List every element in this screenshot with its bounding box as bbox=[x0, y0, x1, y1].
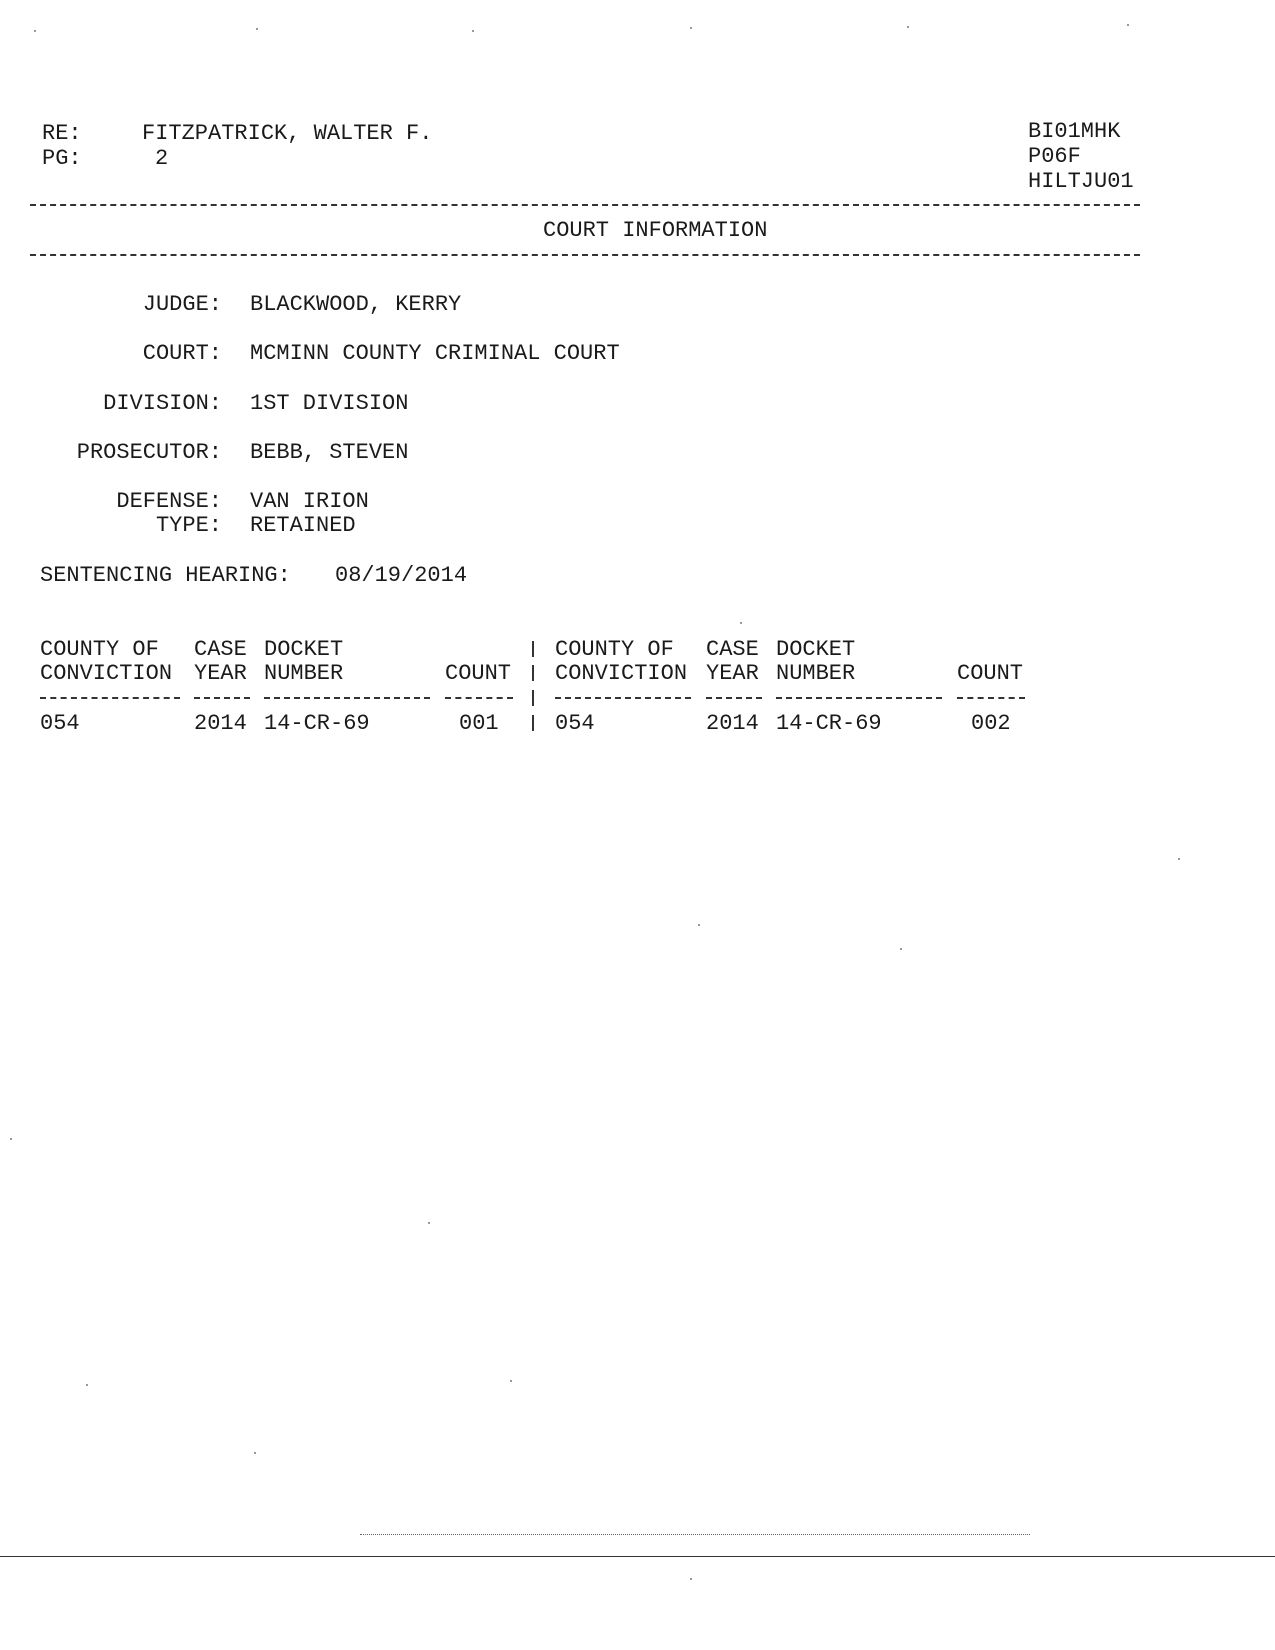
judge-label: JUDGE: bbox=[142, 292, 222, 317]
underline-county-2 bbox=[555, 697, 691, 699]
underline-case-1 bbox=[194, 697, 250, 699]
scan-speck bbox=[256, 28, 258, 30]
underline-count-2 bbox=[957, 697, 1025, 699]
scan-speck bbox=[690, 1578, 692, 1580]
scan-speck bbox=[254, 1452, 256, 1454]
defense-type-value: RETAINED bbox=[250, 513, 356, 538]
hdr-docket-2-l2: NUMBER bbox=[776, 661, 856, 686]
page-number: 2 bbox=[155, 146, 169, 171]
underline-county-1 bbox=[40, 697, 180, 699]
defense-type-label: TYPE: bbox=[155, 513, 222, 538]
hdr-count-2: COUNT bbox=[957, 661, 1024, 686]
hdr-docket-1-l1: DOCKET bbox=[264, 637, 344, 662]
separator-4 bbox=[532, 715, 534, 731]
hdr-case-2-l1: CASE bbox=[706, 637, 759, 662]
separator-1 bbox=[532, 641, 534, 657]
hdr-case-1-l2: YEAR bbox=[194, 661, 247, 686]
separator-3 bbox=[532, 690, 534, 706]
scan-speck bbox=[428, 1222, 430, 1224]
scan-speck bbox=[690, 27, 692, 29]
re-label: RE: bbox=[42, 121, 82, 146]
division-value: 1ST DIVISION bbox=[250, 391, 409, 416]
divider-bottom bbox=[30, 254, 1140, 256]
row2-county: 054 bbox=[555, 711, 595, 736]
form-code-1: BI01MHK bbox=[1028, 119, 1121, 144]
scan-artifact-line bbox=[360, 1534, 1030, 1535]
form-code-3: HILTJU01 bbox=[1028, 169, 1134, 194]
division-label: DIVISION: bbox=[103, 391, 222, 416]
scan-speck bbox=[10, 1138, 12, 1140]
defense-label: DEFENSE: bbox=[116, 489, 222, 514]
divider-top bbox=[30, 204, 1140, 206]
row1-county: 054 bbox=[40, 711, 80, 736]
hdr-case-2-l2: YEAR bbox=[706, 661, 759, 686]
hdr-county-1-l2: CONVICTION bbox=[40, 661, 173, 686]
row1-year: 2014 bbox=[194, 711, 247, 736]
prosecutor-label: PROSECUTOR: bbox=[76, 440, 222, 465]
row2-count: 002 bbox=[971, 711, 1011, 736]
scan-speck bbox=[740, 622, 742, 624]
scan-speck bbox=[472, 30, 474, 32]
form-code-2: P06F bbox=[1028, 144, 1081, 169]
underline-docket-2 bbox=[776, 697, 942, 699]
scan-speck bbox=[1178, 858, 1180, 860]
court-value: MCMINN COUNTY CRIMINAL COURT bbox=[250, 341, 620, 366]
prosecutor-value: BEBB, STEVEN bbox=[250, 440, 409, 465]
scan-speck bbox=[900, 948, 902, 950]
underline-case-2 bbox=[706, 697, 762, 699]
court-label: COURT: bbox=[142, 341, 222, 366]
pg-label: PG: bbox=[42, 146, 82, 171]
hdr-county-2-l1: COUNTY OF bbox=[555, 637, 674, 662]
page-edge-line bbox=[0, 1556, 1275, 1557]
row1-count: 001 bbox=[459, 711, 499, 736]
row1-docket: 14-CR-69 bbox=[264, 711, 370, 736]
sentencing-label: SENTENCING HEARING: bbox=[40, 563, 291, 588]
hdr-docket-1-l2: NUMBER bbox=[264, 661, 344, 686]
hdr-count-1: COUNT bbox=[445, 661, 512, 686]
separator-2 bbox=[532, 665, 534, 681]
scan-speck bbox=[907, 26, 909, 28]
section-title: COURT INFORMATION bbox=[543, 218, 768, 243]
defense-value: VAN IRION bbox=[250, 489, 369, 514]
scan-speck bbox=[86, 1384, 88, 1386]
scan-speck bbox=[1127, 24, 1129, 26]
re-name: FITZPATRICK, WALTER F. bbox=[142, 121, 433, 146]
scan-speck bbox=[34, 30, 36, 32]
scan-speck bbox=[698, 924, 700, 926]
judge-value: BLACKWOOD, KERRY bbox=[250, 292, 462, 317]
hdr-county-2-l2: CONVICTION bbox=[555, 661, 688, 686]
hdr-docket-2-l1: DOCKET bbox=[776, 637, 856, 662]
underline-count-1 bbox=[445, 697, 513, 699]
hdr-county-1-l1: COUNTY OF bbox=[40, 637, 159, 662]
scan-speck bbox=[510, 1380, 512, 1382]
row2-year: 2014 bbox=[706, 711, 759, 736]
underline-docket-1 bbox=[264, 697, 430, 699]
sentencing-date: 08/19/2014 bbox=[335, 563, 468, 588]
row2-docket: 14-CR-69 bbox=[776, 711, 882, 736]
hdr-case-1-l1: CASE bbox=[194, 637, 247, 662]
